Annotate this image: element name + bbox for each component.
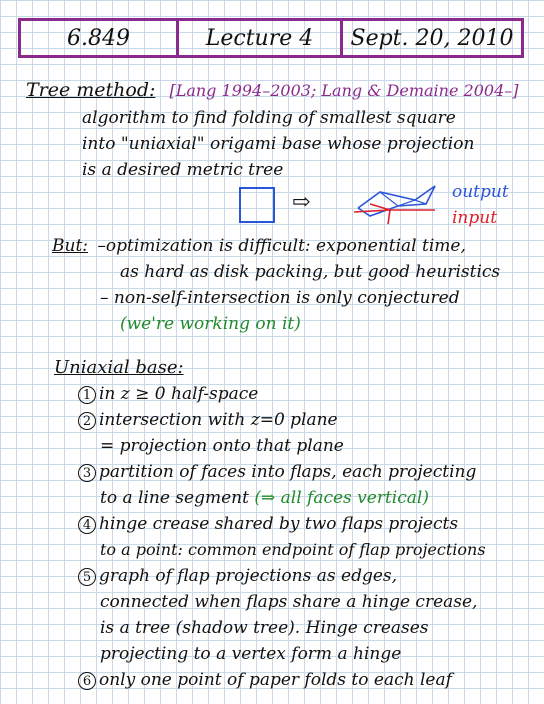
- item-3-line-2: to a line segment: [100, 488, 249, 508]
- input-label: input: [452, 208, 498, 228]
- square-to-base-diagram: [230, 180, 520, 230]
- tree-method-line-1: algorithm to find folding of smallest square: [82, 108, 456, 128]
- course-number: 6.849: [21, 21, 179, 55]
- square-paper: [240, 188, 274, 222]
- item-3-line-1: partition of faces into flaps, each projecting: [99, 462, 477, 482]
- uniaxial-title: Uniaxial base:: [54, 357, 184, 378]
- arrow-icon: ⇨: [292, 190, 311, 215]
- uniaxial-item-4: [78, 514, 458, 534]
- item-5-line-1: graph of flap projections as edges,: [99, 566, 398, 586]
- uniaxial-item-5: [78, 566, 397, 586]
- header-box: [18, 18, 524, 58]
- item-number-5: 5: [78, 568, 96, 586]
- item-5-line-4: projecting to a vertex form a hinge: [100, 644, 402, 664]
- but-note: (we're working on it): [120, 314, 301, 334]
- item-number-6: 6: [78, 672, 96, 690]
- item-6-line-1: only one point of paper folds to each leaf: [99, 670, 452, 690]
- item-2-line-2: = projection onto that plane: [100, 436, 344, 456]
- but-line-2: as hard as disk packing, but good heuristics: [120, 262, 501, 282]
- lecture-title: Lecture 4: [179, 21, 343, 55]
- uniaxial-item-3: [78, 462, 476, 482]
- uniaxial-item-1: [78, 384, 258, 404]
- item-4-line-2: to a point: common endpoint of flap projections: [100, 540, 486, 559]
- but-line-3: – non-self-intersection is only conjectured: [100, 288, 460, 308]
- tree-method-label: Tree method:: [26, 79, 156, 101]
- item-number-2: 2: [78, 412, 96, 430]
- uniaxial-item-6: [78, 670, 452, 690]
- tree-method-line-3: is a desired metric tree: [82, 160, 284, 180]
- item-5-line-2: connected when flaps share a hinge crease,: [100, 592, 478, 612]
- but-label: But:: [52, 236, 89, 256]
- tree-method-line-2: into "uniaxial" origami base whose projection: [82, 134, 475, 154]
- item-number-3: 3: [78, 464, 96, 482]
- item-5-line-3: is a tree (shadow tree). Hinge creases: [100, 618, 429, 638]
- item-3-extra: (⇒ all faces vertical): [254, 488, 429, 508]
- item-number-1: 1: [78, 386, 96, 404]
- tree-method-heading: [26, 80, 519, 101]
- item-number-4: 4: [78, 516, 96, 534]
- lecture-date: Sept. 20, 2010: [350, 25, 514, 51]
- tree-method-citation: [Lang 1994–2003; Lang & Demaine 2004–]: [169, 81, 519, 100]
- item-2-line-1: intersection with z=0 plane: [99, 410, 338, 430]
- but-text-1: –optimization is difficult: exponential time,: [97, 236, 466, 256]
- uniaxial-item-2: [78, 410, 338, 430]
- but-line-1: [52, 236, 466, 256]
- output-label: output: [452, 182, 509, 202]
- item-1-line-1: in z ≥ 0 half-space: [99, 384, 259, 404]
- item-4-line-1: hinge crease shared by two flaps projects: [99, 514, 459, 534]
- item-3-line-2-wrap: [100, 488, 429, 508]
